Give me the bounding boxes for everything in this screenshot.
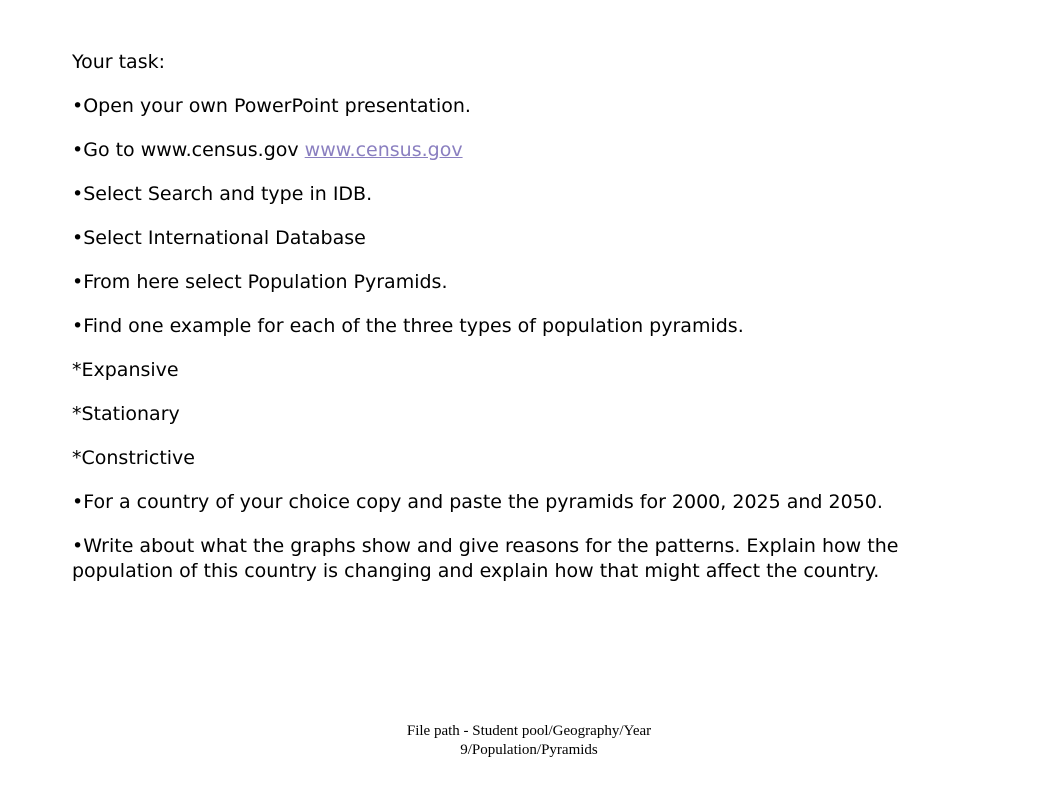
bullet-icon: •	[72, 535, 84, 557]
task-item-text: Select Search and type in IDB.	[83, 183, 373, 205]
task-heading: Your task:	[72, 51, 165, 73]
task-item-text: Find one example for each of the three types of population pyramids.	[83, 315, 744, 337]
task-item-go-to-census	[72, 138, 972, 163]
bullet-icon: •	[72, 95, 84, 117]
bullet-icon: •	[72, 271, 84, 293]
task-item-find-examples	[72, 314, 972, 339]
task-item-text: For a country of your choice copy and paste the pyramids for 2000, 2025 and 2050.	[83, 491, 883, 513]
file-path-line-1: File path - Student pool/Geography/Year	[406, 723, 652, 739]
task-item-write-about	[72, 534, 972, 584]
file-path-footer	[0, 722, 1058, 760]
bullet-icon: •	[72, 491, 84, 513]
file-path-line-2: 9/Population/Pyramids	[460, 742, 598, 758]
task-item-select-database	[72, 226, 972, 251]
bullet-icon: •	[72, 139, 84, 161]
bullet-icon: •	[72, 315, 84, 337]
task-item-text: Write about what the graphs show and give reasons for the patterns. Explain how the population of this country is changing and explain how that might affect the country.	[72, 535, 899, 582]
task-item-copy-pyramids	[72, 490, 972, 515]
census-link[interactable]: www.census.gov	[304, 139, 463, 161]
task-item-text: Go to www.census.gov	[83, 139, 305, 161]
pyramid-type-constrictive: *Constrictive	[72, 447, 195, 469]
pyramid-type-expansive: *Expansive	[72, 359, 179, 381]
task-item-open-powerpoint	[72, 94, 972, 119]
task-item-select-pyramids	[72, 270, 972, 295]
bullet-icon: •	[72, 227, 84, 249]
task-item-text: Open your own PowerPoint presentation.	[83, 95, 471, 117]
task-content	[72, 50, 972, 603]
task-item-text: Select International Database	[83, 227, 366, 249]
pyramid-type-stationary: *Stationary	[72, 403, 180, 425]
task-item-text: From here select Population Pyramids.	[83, 271, 448, 293]
task-item-select-search	[72, 182, 972, 207]
bullet-icon: •	[72, 183, 84, 205]
